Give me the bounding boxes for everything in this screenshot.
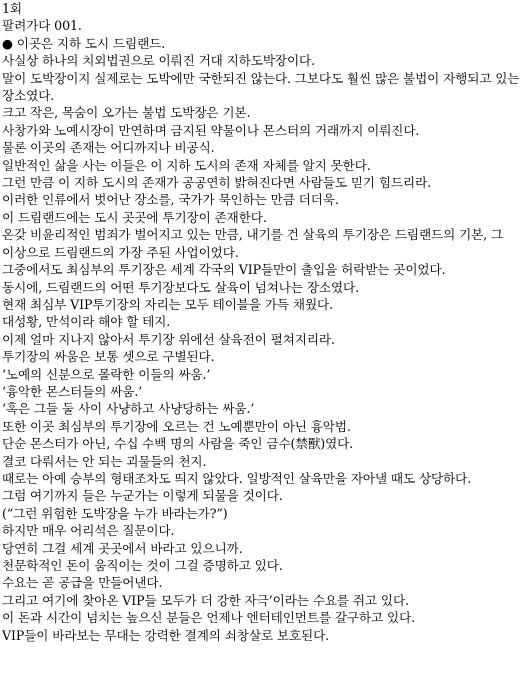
paragraph-line: 또한 이곳 최심부의 투기장에 오르는 건 노예뿐만이 아닌 흉악범.	[2, 418, 351, 434]
paragraph-line: 그럼 여기까지 들은 누군가는 이렇게 되물을 것이다.	[2, 488, 283, 504]
paragraph-line: 이 돈과 시간이 넘치는 높으신 분들은 언제나 엔터테인먼트를 갈구하고 있다.	[2, 610, 416, 626]
paragraph-line: 이 드림랜드에는 도시 곳곳에 투기장이 존재한다.	[2, 209, 267, 225]
paragraph-line: 천문학적인 돈이 움직이는 것이 그걸 증명하고 있다.	[2, 558, 283, 573]
paragraph-line: 온갖 비윤리적인 범죄가 벌어지고 있는 만큼, 내기를 건 살육의 투기장은 드림랜드의 기본, 그 이상으로 드림랜드의 가장 주된 사업이었다.	[2, 227, 504, 260]
paragraph-line: ‘혹은 그들 둘 사이 사냥하고 사냥당하는 싸움.’	[2, 401, 255, 417]
paragraph-line: 이러한 인류에서 벗어난 장소를, 국가가 묵인하는 만큼 더더욱.	[2, 192, 339, 208]
paragraph-line: 투기장의 싸움은 보통 셋으로 구별된다.	[2, 349, 215, 365]
paragraph-line: 사창가와 노예시장이 만연하며 금지된 약물이나 몬스터의 거래까지 이뤄진다.	[2, 122, 420, 138]
chapter-title: 팔려가다 001.	[2, 18, 82, 34]
chapter-number: 1회	[2, 1, 22, 16]
paragraph-line: 동시에, 드림랜드의 어떤 투기장보다도 살육이 넘쳐나는 장소였다.	[2, 279, 359, 295]
paragraph-line: 그중에서도 최심부의 투기장은 세계 각국의 VIP들만이 출입을 허락받는 곳이었다.	[2, 262, 446, 278]
paragraph-line: 그리고 여기에 찾아온 VIP들 모두가 더 강한 자극’이라는 수요를 쥐고 있다.	[2, 592, 409, 608]
paragraph-line: ● 이곳은 지하 도시 드림랜드.	[2, 35, 166, 51]
paragraph-line: 현재 최심부 VIP투기장의 자리는 모두 테이블을 가득 채웠다.	[2, 296, 333, 312]
paragraph-line: 이제 얼마 지나지 않아서 투기장 위에선 살육전이 펼쳐지리라.	[2, 331, 335, 347]
paragraph-line: VIP들이 바라보는 무대는 강력한 결계의 쇠창살로 보호된다.	[2, 627, 330, 643]
paragraph-line: 사실상 하나의 치외법권으로 이뤄진 거대 지하도박장이다.	[2, 53, 315, 69]
paragraph-line: 대성황, 만석이라 해야 할 테지.	[2, 314, 171, 330]
paragraph-line: 하지만 매우 어리석은 질문이다.	[2, 523, 175, 539]
paragraph-line: 수요는 곧 공급을 만들어낸다.	[2, 575, 163, 591]
paragraph-line: 크고 작은, 목숨이 오가는 불법 도박장은 기본.	[2, 105, 251, 121]
paragraph-line: 단순 몬스터가 아닌, 수십 수백 명의 사람을 죽인 금수(禁獸)였다.	[2, 436, 354, 452]
paragraph-line: 물론 이곳의 존재는 어디까지나 비공식.	[2, 140, 215, 156]
paragraph-line: 말이 도박장이지 실제로는 도박에만 국한되진 않는다. 그보다도 훨씬 많은 불법이 자행되고 있는 장소였다.	[2, 70, 520, 104]
paragraph-line: 당연히 그걸 세계 곳곳에서 바라고 있으니까.	[2, 540, 243, 556]
paragraph-line: 일반적인 삶을 사는 이들은 이 지하 도시의 존재 자체를 알지 못한다.	[2, 157, 371, 173]
paragraph-line: 때로는 아예 승부의 형태조차도 띄지 않았다. 일방적인 살육만을 자아낼 때도 상당하다.	[2, 470, 472, 486]
paragraph-line: (“그런 위험한 도박장을 누가 바라는가?”)	[2, 505, 228, 521]
paragraph-line: ‘노예의 신분으로 몰락한 이들의 싸움.’	[2, 366, 211, 382]
paragraph-line: ‘흉악한 몬스터들의 싸움.’	[2, 383, 143, 399]
paragraph-line: 결코 다뤄서는 안 되는 괴물들의 천지.	[2, 453, 207, 469]
paragraph-line: 그런 만큼 이 지하 도시의 존재가 공공연히 밝혀진다면 사람들도 믿기 힘드리라.	[2, 175, 432, 191]
